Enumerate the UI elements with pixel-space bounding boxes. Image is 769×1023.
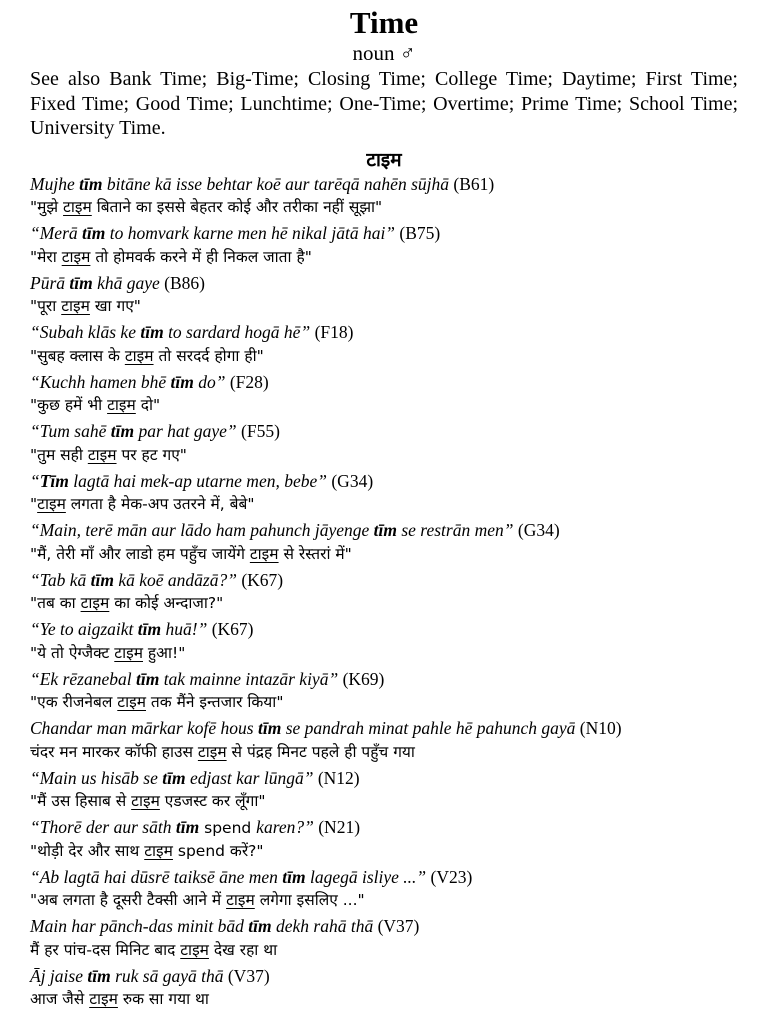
- entry: [30, 866, 738, 916]
- translit-pre: “Ek rēzanebal: [30, 668, 136, 689]
- entry: [30, 272, 738, 322]
- hindi-keyword: टाइम: [117, 693, 146, 711]
- hindi-pre: "थोड़ी देर और साथ: [30, 841, 145, 860]
- transliteration-line: [30, 866, 738, 890]
- keyword-tim: tīm: [135, 668, 160, 689]
- hindi-keyword: टाइम: [131, 792, 160, 810]
- translit-pre: “Tum sahē: [30, 421, 111, 441]
- translit-post: do”: [193, 371, 226, 392]
- transliteration-line: [30, 668, 738, 692]
- translit-pre: “Subah klās ke: [30, 322, 141, 342]
- hindi-post: देख रहा था: [208, 940, 278, 959]
- hindi-pre: ": [30, 495, 38, 513]
- translit-pre: Pūrā: [30, 272, 70, 293]
- entry: [30, 816, 738, 866]
- source-ref: (N10): [575, 718, 622, 738]
- hindi-post: बिताने का इससे बेहतर कोई और तरीका नहीं सूझा": [91, 198, 383, 216]
- hindi-post: हुआ!": [143, 643, 186, 662]
- source-ref: (B61): [449, 173, 495, 194]
- transliteration-line: [30, 965, 738, 989]
- hindi-pre: मैं हर पांच-दस मिनिट बाद: [30, 940, 181, 959]
- entry: [30, 915, 738, 965]
- hindi-post: से पंद्रह मिनट पहले ही पहुँच गया: [226, 742, 415, 761]
- hindi-line: [30, 246, 738, 272]
- hindi-post: का कोई अन्दाजा?": [109, 594, 224, 612]
- dictionary-page: [30, 0, 738, 1014]
- translit-pre: “Thorē der aur sāth: [30, 817, 176, 837]
- hindi-post: लगेगा इसलिए ...": [254, 891, 365, 909]
- translit-pre: Āj jaise: [30, 965, 88, 986]
- keyword-tim: tīm: [140, 322, 164, 342]
- translit-post: ruk sā gayā thā: [110, 965, 224, 986]
- translit-post: par hat gaye”: [134, 421, 237, 441]
- translit-pre: “: [30, 470, 40, 491]
- entry: [30, 717, 738, 767]
- hindi-keyword: टाइम: [180, 940, 209, 959]
- entry: [30, 470, 738, 520]
- hindi-line: [30, 196, 738, 222]
- see-also-paragraph: See also Bank Time; Big-Time; Closing Time; College Time; Daytime; First Time; Fixed Time; Good Time; Lunchtime; One-Time; Overtime; Prime Time; School Time; University Time.: [30, 68, 738, 139]
- hindi-pre: "कुछ हमें भी: [30, 396, 108, 414]
- translit-post: se restrān men”: [396, 520, 514, 540]
- keyword-tim: tīm: [282, 866, 306, 887]
- hindi-pre: "अब लगता है दूसरी टैक्सी आने में: [30, 891, 227, 909]
- transliteration-line: [30, 618, 738, 642]
- hindi-pre: चंदर मन मारकर कॉफी हाउस: [30, 742, 198, 761]
- source-ref: (K67): [207, 619, 254, 639]
- source-ref: (V23): [426, 866, 473, 887]
- translit-pre: “Merā: [30, 223, 83, 243]
- translit-post: kā koē andāzā?”: [113, 569, 237, 590]
- hindi-line: [30, 394, 738, 420]
- translit-post: khā gaye: [92, 272, 160, 293]
- hindi-keyword: टाइम: [80, 594, 110, 612]
- hindi-post: तो होमवर्क करने में ही निकल जाता है": [90, 247, 312, 266]
- source-ref: (V37): [223, 965, 270, 986]
- hindi-pre: "सुबह क्लास के: [30, 346, 125, 365]
- translit-pre: Chandar man mārkar kofē hous: [30, 718, 258, 738]
- transliteration-line: [30, 569, 738, 593]
- hindi-pre: "पूरा: [30, 297, 62, 315]
- keyword-tim: tīm: [110, 421, 135, 441]
- entry: [30, 767, 738, 817]
- hindi-line: [30, 642, 738, 668]
- translit-post: tak mainne intazār kiyā”: [159, 668, 339, 689]
- entry: [30, 173, 738, 223]
- source-ref: (F55): [236, 421, 280, 441]
- source-ref: (G34): [513, 520, 560, 540]
- source-ref: (F18): [310, 322, 354, 342]
- entry: [30, 618, 738, 668]
- hindi-keyword: टाइम: [61, 247, 91, 266]
- hindi-post: रुक सा गया था: [117, 990, 209, 1008]
- hindi-line: [30, 493, 738, 519]
- translit-pre: Mujhe: [30, 173, 80, 194]
- translit-pre: “Tab kā: [30, 569, 91, 590]
- transliteration-line: [30, 272, 738, 296]
- roman-word: spend: [199, 819, 257, 837]
- keyword-tim: tīm: [69, 272, 93, 293]
- translit-post: huā!”: [161, 619, 208, 639]
- entry: [30, 519, 738, 569]
- hindi-line: [30, 345, 738, 371]
- hindi-keyword: टाइम: [63, 198, 92, 216]
- source-ref: (B86): [159, 272, 205, 293]
- hindi-pre: "मैं, तेरी माँ और लाडो हम पहुँच जायेंगे: [30, 544, 250, 563]
- translit-pre: “Ab lagtā hai dūsrē taiksē āne men: [30, 866, 283, 887]
- transliteration-line: [30, 420, 738, 444]
- hindi-line: [30, 889, 738, 915]
- hindi-keyword: टाइम: [226, 891, 255, 909]
- translit-pre: “Kuchh hamen bhē: [30, 371, 171, 392]
- hindi-line: [30, 790, 738, 816]
- source-ref: (N12): [313, 767, 360, 788]
- hindi-post: एडजस्ट कर लूँगा": [159, 792, 266, 810]
- hindi-pre: "ये तो ऐग्जैक्ट: [30, 643, 115, 662]
- keyword-tim: Tīm: [39, 470, 69, 491]
- entry: [30, 569, 738, 619]
- transliteration-line: [30, 816, 738, 840]
- hindi-keyword: टाइम: [144, 841, 173, 860]
- translit-pre: “Main, terē mān aur lādo ham pahunch jāyenge: [30, 520, 374, 540]
- hindi-line: [30, 295, 738, 321]
- transliteration-line: [30, 915, 738, 939]
- entry-list: [30, 173, 738, 1015]
- transliteration-line: [30, 222, 738, 246]
- hindi-pre: "तुम सही: [30, 445, 88, 464]
- hindi-line: [30, 741, 738, 767]
- source-ref: (K67): [236, 569, 284, 590]
- entry: [30, 371, 738, 421]
- hindi-keyword: टाइम: [249, 544, 279, 563]
- translit-post: to sardard hogā hē”: [163, 322, 311, 342]
- translit-post: dekh rahā thā: [271, 916, 374, 936]
- keyword-tim: tīm: [162, 767, 186, 788]
- keyword-tim: tīm: [175, 817, 200, 837]
- hindi-pre: "मेरा: [30, 247, 62, 266]
- translit-pre: “Ye to aigzaikt: [30, 619, 138, 639]
- translit-post: lagtā hai mek-ap utarne men, bebe”: [68, 470, 327, 491]
- hindi-line: [30, 939, 738, 965]
- translit-post: to homvark karne men hē nikal jātā hai”: [105, 223, 396, 243]
- hindi-post: लगता है मेक-अप उतरने में, बेबे": [65, 495, 255, 513]
- keyword-tim: tīm: [82, 223, 106, 243]
- hindi-pre: "तब का: [30, 594, 81, 612]
- transliteration-line: [30, 767, 738, 791]
- hindi-pre: "मैं उस हिसाब से: [30, 792, 132, 810]
- hindi-keyword: टाइम: [107, 396, 136, 414]
- hindi-keyword: टाइम: [197, 742, 227, 761]
- translit-post: bitāne kā isse behtar koē aur tarēqā nahēn sūjhā: [102, 173, 449, 194]
- hindi-keyword: टाइम: [87, 445, 117, 464]
- hindi-keyword: टाइम: [61, 297, 90, 315]
- hindi-post: दो": [135, 396, 161, 414]
- hindi-post: पर हट गए": [116, 445, 187, 464]
- hindi-keyword: टाइम: [124, 346, 154, 365]
- hindi-post: खा गए": [89, 297, 141, 315]
- hindi-post: spend करें?": [172, 841, 264, 860]
- translit-pre: Main har pānch-das minit bād: [30, 916, 249, 936]
- keyword-tim: tīm: [373, 520, 397, 540]
- source-ref: (G34): [326, 470, 374, 491]
- headword: Time: [349, 5, 419, 40]
- translit-post-part: karen?”: [256, 817, 314, 837]
- keyword-tim: tīm: [170, 371, 194, 392]
- keyword-tim: tīm: [248, 916, 272, 936]
- translit-pre: “Main us hisāb se: [30, 767, 163, 788]
- hindi-keyword: टाइम: [114, 643, 143, 662]
- hindi-post: तो सरदर्द होगा ही": [153, 346, 264, 365]
- transliteration-line: [30, 717, 738, 741]
- hindi-keyword: टाइम: [37, 495, 66, 513]
- entry: [30, 321, 738, 371]
- transliteration-line: [30, 173, 738, 197]
- keyword-tim: tīm: [90, 569, 114, 590]
- translit-post: se pandrah minat pahle hē pahunch gayā: [281, 718, 576, 738]
- source-ref: (N21): [313, 817, 361, 837]
- transliteration-line: [30, 321, 738, 345]
- translit-post: [199, 817, 314, 837]
- source-ref: (K69): [338, 668, 385, 689]
- hindi-post: तक मैंने इन्तजार किया": [146, 693, 284, 711]
- source-ref: (F28): [225, 371, 269, 392]
- entry: [30, 668, 738, 718]
- keyword-tim: tīm: [137, 619, 162, 639]
- source-ref: (B75): [395, 223, 441, 243]
- hindi-keyword: टाइम: [89, 990, 118, 1008]
- keyword-tim: tīm: [79, 173, 103, 194]
- hindi-pre: "मुझे: [30, 198, 64, 216]
- keyword-tim: tīm: [87, 965, 111, 986]
- hindi-line: [30, 592, 738, 618]
- hindi-line: [30, 444, 738, 470]
- part-of-speech: noun ♂: [352, 41, 416, 65]
- translit-post: lagegā isliye ...”: [305, 866, 427, 887]
- hindi-post: से रेस्तरां में": [278, 544, 352, 563]
- hindi-line: [30, 691, 738, 717]
- transliteration-line: [30, 371, 738, 395]
- transliteration-line: [30, 470, 738, 494]
- translit-post: edjast kar lūngā”: [185, 767, 314, 788]
- hindi-line: [30, 840, 738, 866]
- keyword-tim: tīm: [257, 718, 282, 738]
- hindi-line: [30, 543, 738, 569]
- hindi-line: [30, 988, 738, 1014]
- source-ref: (V37): [373, 916, 420, 936]
- entry: [30, 420, 738, 470]
- hindi-pre: आज जैसे: [30, 990, 90, 1008]
- entry: [30, 965, 738, 1015]
- hindi-pre: "एक रीजनेबल: [30, 693, 118, 711]
- hindi-headword: टाइम: [366, 148, 402, 171]
- entry: [30, 222, 738, 272]
- transliteration-line: [30, 519, 738, 543]
